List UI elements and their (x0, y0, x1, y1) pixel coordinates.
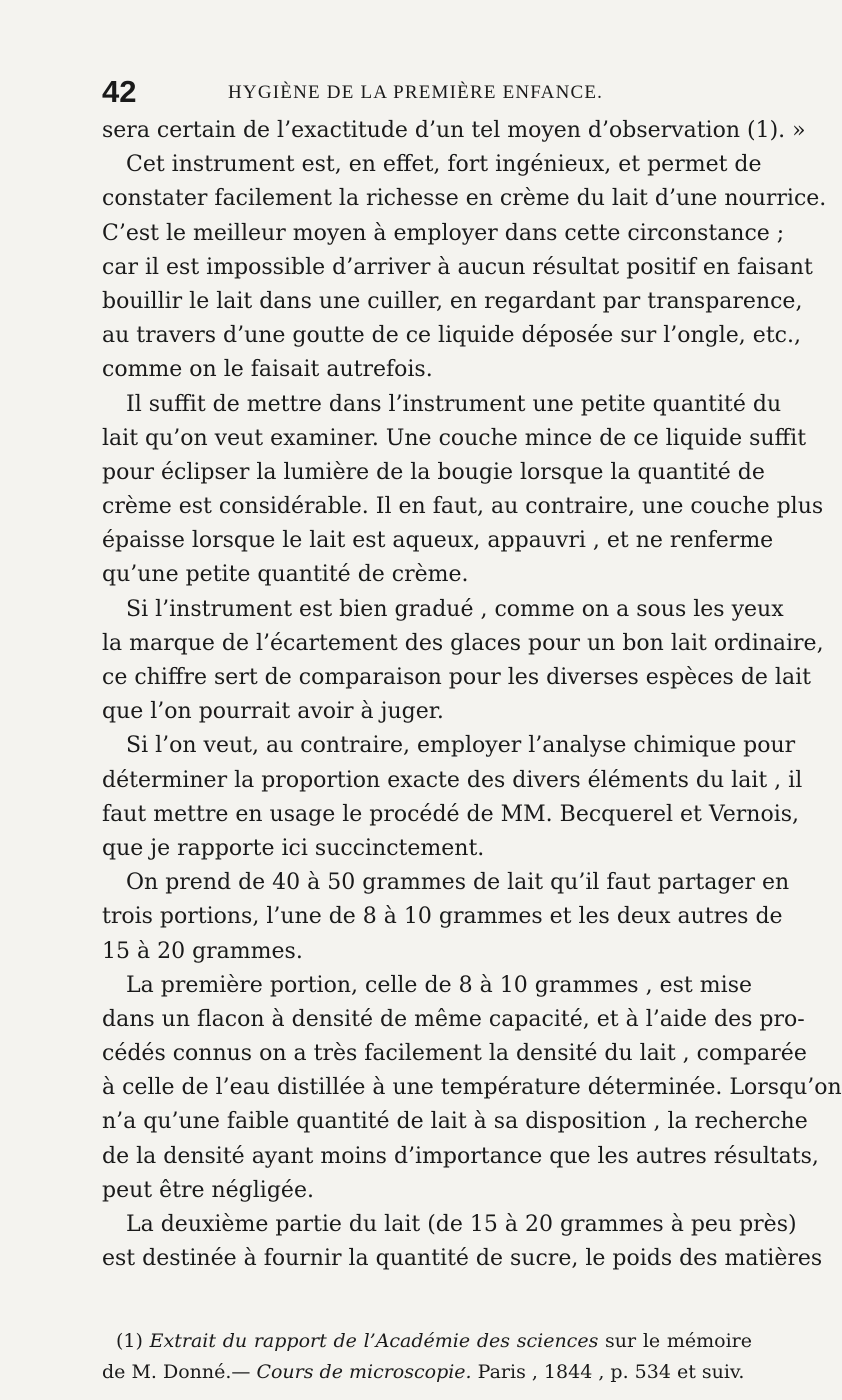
footnote-line (102, 1326, 752, 1357)
text-line: trois portions, l’une de 8 à 10 grammes et les deux autres de (102, 904, 783, 930)
text-line: C’est le meilleur moyen à employer dans cette circonstance ; (102, 220, 785, 246)
text-line: déterminer la proportion exacte des divers éléments du lait , il (102, 767, 803, 793)
text-line: Il suffit de mettre dans l’instrument une petite quantité du (126, 391, 782, 417)
footnote-text: de M. Donné.— (102, 1361, 257, 1383)
text-line: à celle de l’eau distillée à une température déterminée. Lorsqu’on (102, 1075, 842, 1101)
text-line: n’a qu’une faible quantité de lait à sa disposition , la recherche (102, 1109, 808, 1135)
body-text (102, 114, 842, 1276)
text-line: La première portion, celle de 8 à 10 grammes , est mise (126, 972, 752, 998)
footnote-line (102, 1357, 752, 1388)
footnote-text: sur le mémoire (598, 1330, 753, 1352)
text-line: peut être négligée. (102, 1177, 314, 1203)
text-line: car il est impossible d’arriver à aucun résultat positif en faisant (102, 254, 813, 280)
text-line: de la densité ayant moins d’importance que les autres résultats, (102, 1143, 819, 1169)
footnote-source-title: Extrait du rapport de l’Académie des sciences (149, 1330, 599, 1352)
text-line: est destinée à fournir la quantité de sucre, le poids des matières (102, 1246, 823, 1272)
text-line: La deuxième partie du lait (de 15 à 20 grammes à peu près) (126, 1212, 797, 1237)
text-line: cédés connus on a très facilement la densité du lait , comparée (102, 1041, 807, 1067)
text-line: comme on le faisait autrefois. (102, 357, 433, 383)
text-line: la marque de l’écartement des glaces pour un bon lait ordinaire, (102, 630, 824, 656)
text-line: bouillir le lait dans une cuiller, en regardant par transparence, (102, 288, 803, 314)
text-line: Cet instrument est, en effet, fort ingénieux, et permet de (126, 152, 762, 178)
text-line: On prend de 40 à 50 grammes de lait qu’il faut partager en (126, 870, 790, 896)
text-line: au travers d’une goutte de ce liquide déposée sur l’ongle, etc., (102, 323, 801, 349)
text-line: Si l’on veut, au contraire, employer l’analyse chimique pour (126, 733, 796, 759)
running-head (102, 74, 752, 110)
text-line: dans un flacon à densité de même capacité, et à l’aide des pro- (102, 1006, 805, 1032)
running-title: HYGIÈNE DE LA PREMIÈRE ENFANCE. (228, 82, 604, 103)
page-number: 42 (102, 74, 137, 109)
text-line: qu’une petite quantité de crème. (102, 562, 469, 588)
footnote-book-title: Cours de microscopie. (256, 1361, 472, 1383)
text-line: sera certain de l’exactitude d’un tel moyen d’observation (1). » (102, 118, 806, 143)
text-line: lait qu’on veut examiner. Une couche mince de ce liquide suffit (102, 425, 807, 451)
text-line: 15 à 20 grammes. (102, 938, 303, 964)
text-line: épaisse lorsque le lait est aqueux, appauvri , et ne renferme (102, 528, 774, 554)
text-line: Si l’instrument est bien gradué , comme on a sous les yeux (126, 596, 784, 622)
text-line: que l’on pourrait avoir à juger. (102, 699, 444, 725)
text-line: que je rapporte ici succinctement. (102, 835, 485, 861)
text-line: constater facilement la richesse en crème du lait d’une nourrice. (102, 186, 827, 212)
footnote-text: Paris , 1844 , p. 534 et suiv. (471, 1361, 745, 1383)
footnote (102, 1326, 752, 1388)
footnote-marker: (1) (116, 1330, 143, 1352)
text-line: pour éclipser la lumière de la bougie lorsque la quantité de (102, 459, 765, 485)
text-line: faut mettre en usage le procédé de MM. Becquerel et Vernois, (102, 801, 800, 827)
text-line: crème est considérable. Il en faut, au contraire, une couche plus (102, 494, 824, 520)
text-line: ce chiffre sert de comparaison pour les diverses espèces de lait (102, 665, 811, 690)
